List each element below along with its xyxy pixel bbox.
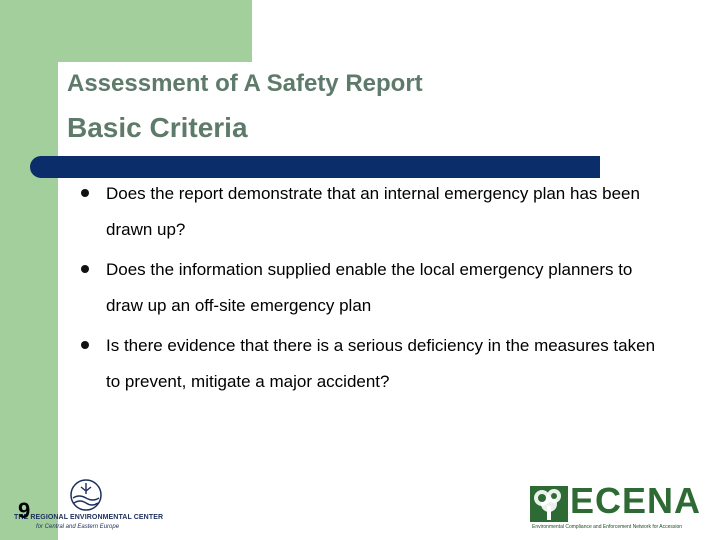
bullet-text: Does the report demonstrate that an internal emergency plan has been drawn up? <box>106 184 640 239</box>
slide-subtitle: Assessment of A Safety Report <box>67 70 423 97</box>
rec-name: THE REGIONAL ENVIRONMENTAL CENTER <box>14 514 164 521</box>
ecena-tagline: Environmental Compliance and Enforcement Network for Accession <box>532 524 683 530</box>
slide-number: 9 <box>18 498 31 523</box>
tree-icon <box>530 486 568 522</box>
bullet-item <box>78 176 668 248</box>
bullet-text: Is there evidence that there is a serious deficiency in the measures taken to prevent, mitigate a major accident? <box>106 336 656 391</box>
ecena-wordmark: ECENA <box>570 480 702 521</box>
ecena-logo <box>530 480 708 534</box>
bullet-text: Does the information supplied enable the local emergency planners to draw up an off-site emergency plan <box>106 260 633 315</box>
bullet-dot-icon <box>81 341 89 349</box>
title-divider-bar <box>30 156 600 178</box>
bullet-dot-icon <box>81 189 89 197</box>
bullet-list <box>78 176 668 404</box>
bullet-item <box>78 328 668 400</box>
rec-logo <box>14 478 164 534</box>
rec-emblem-icon <box>65 478 107 514</box>
rec-region: for Central and Eastern Europe <box>36 524 120 530</box>
bullet-dot-icon <box>81 265 89 273</box>
slide-title: Basic Criteria <box>67 112 248 143</box>
bullet-item <box>78 252 668 324</box>
